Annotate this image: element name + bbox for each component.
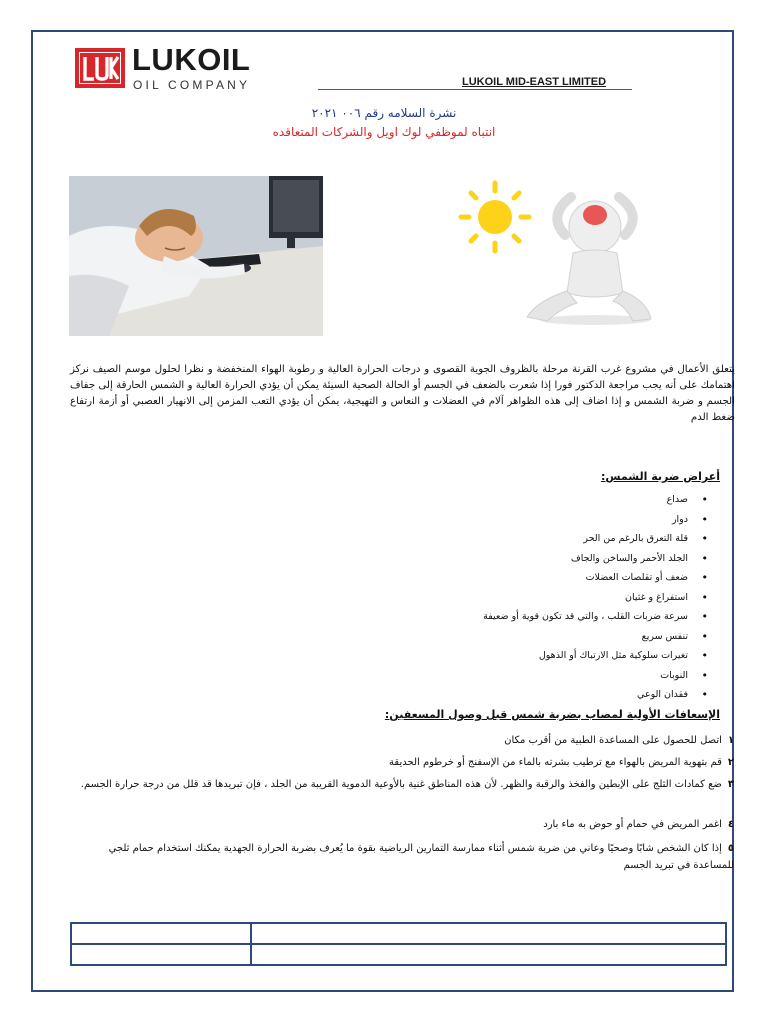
step-number: ٣	[727, 779, 734, 790]
step-text: اغمر المريض في حمام أو حوض به ماء بارد	[543, 819, 722, 830]
first-aid-step	[70, 776, 734, 793]
table-row	[71, 923, 726, 944]
figure-headache-icon	[527, 197, 651, 325]
table-cell	[251, 944, 726, 965]
first-aid-step	[70, 732, 734, 749]
list-item: • تغيرات سلوكية مثل الارتباك أو الذهول	[300, 646, 716, 666]
list-item: • تنفس سريع	[300, 627, 716, 647]
step-text: قم بتهوية المريض بالهواء مع ترطيب بشرته بالماء من الإسفنج أو خرطوم الحديقة	[389, 757, 722, 768]
first-aid-heading: الإسعافات الأولية لمصاب بضربة شمس قبل وصول المسعفين:	[384, 708, 720, 721]
list-item: • قلة التعرق بالرغم من الحر	[300, 529, 716, 549]
list-item: • الجلد الأحمر والساخن والجاف	[300, 549, 716, 569]
step-number: ٤	[727, 819, 734, 830]
list-item: • دوار	[300, 510, 716, 530]
list-item: • سرعة ضربات القلب ، والتي قد تكون قوية أو ضعيفة	[300, 607, 716, 627]
step-number: ٢	[727, 757, 734, 768]
table-cell	[251, 923, 726, 944]
list-item: • النوبات	[300, 666, 716, 686]
step-number: ١	[727, 735, 734, 746]
intro-paragraph: يتعلق الأعمال في مشروع غرب القرنة مرحلة بالظروف الجوية القصوى و درجات الحرارة العالية و رطوبة الهواء المنخفضة و نظرا لحلول موسم الصيف نركز اهتمامك على أنه يجب مراجعة الدكتور فورا إذا شعرت بالضعف في الجسم أو الحالة الصحية السيئة يمكن أن يؤدي الحرارة العالية و الشمس الحارقة إلى جفاف الجسم و ضربة الشمس و إذا اضاف إلى هذه الظواهر آلام في العضلات و النعاس و التهيجية، يمكن أن يؤدي التعب المزمن إلى الانهيار العصبي أو أزمة ارتفاع ضغط الدم	[70, 364, 735, 423]
step-text: ضع كمادات الثلج على الإبطين والفخذ والرقبة والظهر. لأن هذه المناطق غنية بالأوعية الدموية القريبة من الجلد ، فإن تبريدها قد قلل من درجة حرارة الجسم.	[80, 779, 722, 790]
list-item: • صداع	[300, 490, 716, 510]
first-aid-step	[70, 840, 734, 874]
list-item: • فقدان الوعي	[300, 685, 716, 705]
table-cell	[71, 944, 251, 965]
step-text: اتصل للحصول على المساعدة الطبية من أقرب مكان	[504, 735, 722, 746]
sun-figure-illustration	[455, 175, 655, 325]
bulletin-subtitle: انتباه لموظفي لوك اويل والشركات المتعاقده	[272, 125, 496, 139]
list-item: • ضعف أو تقلصات العضلات	[300, 568, 716, 588]
logo-wordmark: LUKOIL	[132, 42, 251, 77]
sun-icon	[461, 183, 529, 251]
logo-subline: OIL COMPANY	[133, 78, 251, 92]
table-row	[71, 944, 726, 965]
first-aid-step	[70, 816, 734, 833]
tired-man-photo	[69, 176, 323, 336]
lukoil-logo-icon	[75, 48, 125, 88]
list-item: • استفراغ و غثيان	[300, 588, 716, 608]
table-cell	[71, 923, 251, 944]
company-name: LUKOIL MID-EAST LIMITED	[462, 76, 607, 88]
symptoms-heading: أعراض ضربة الشمس:	[600, 470, 720, 483]
header-rule	[318, 89, 632, 90]
first-aid-step	[70, 754, 734, 771]
step-text: إذا كان الشخص شابًا وصحيًا وعاني من ضربة شمس أثناء ممارسة التمارين الرياضية بقوة ما يُعرف بضربة الحرارة الجهدية يمكنك استخدام حمام ثلجي للمساعدة في تبريد الجسم	[108, 843, 734, 871]
footer-table	[70, 922, 727, 966]
bulletin-title: نشرة السلامه رقم ٠٠٦ ٢٠٢١	[311, 106, 457, 120]
step-number: ٥	[727, 843, 734, 854]
symptoms-list	[300, 490, 716, 705]
